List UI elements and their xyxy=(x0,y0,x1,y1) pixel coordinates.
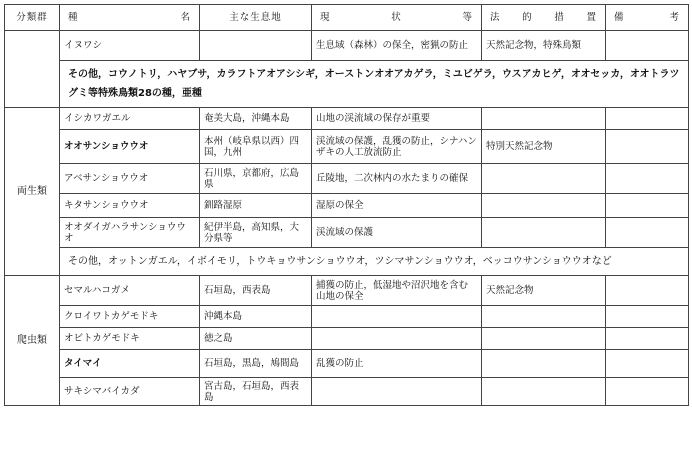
table-row xyxy=(5,194,689,218)
law-cell xyxy=(482,378,606,406)
status-cell: 丘陵地，二次林内の水たまりの確保 xyxy=(312,164,482,194)
species-name: アベサンショウウオ xyxy=(60,164,200,194)
law-cell xyxy=(482,194,606,218)
table-row-other xyxy=(5,248,689,276)
species-name: オオサンショウウオ xyxy=(60,130,200,164)
note-cell xyxy=(606,31,689,61)
note-cell xyxy=(606,328,689,350)
header-name: 種 名 xyxy=(60,5,200,31)
law-cell xyxy=(482,108,606,130)
note-cell xyxy=(606,276,689,306)
header-habitat: 主な生息地 xyxy=(200,5,312,31)
species-name: タイマイ xyxy=(60,350,200,378)
habitat-cell: 石垣島，西表島 xyxy=(200,276,312,306)
species-name: クロイワトカゲモドキ xyxy=(60,306,200,328)
habitat-cell: 沖縄本島 xyxy=(200,306,312,328)
habitat-cell xyxy=(200,31,312,61)
law-cell xyxy=(482,306,606,328)
status-cell xyxy=(312,306,482,328)
note-cell xyxy=(606,164,689,194)
table-row xyxy=(5,164,689,194)
law-cell: 天然記念物 xyxy=(482,276,606,306)
header-status: 現 状 等 xyxy=(312,5,482,31)
habitat-cell: 石垣島，黒島，鳩間島 xyxy=(200,350,312,378)
habitat-cell: 徳之島 xyxy=(200,328,312,350)
species-name: セマルハコガメ xyxy=(60,276,200,306)
table-row xyxy=(5,218,689,248)
status-cell xyxy=(312,328,482,350)
header-law: 法的措置 xyxy=(482,5,606,31)
group-cell-birds xyxy=(5,31,60,108)
status-cell: 渓流域の保護，乱獲の防止，シナハンザキの人工放流防止 xyxy=(312,130,482,164)
group-label-amphibians: 両生類 xyxy=(5,108,60,276)
habitat-cell: 石川県，京都府，広島県 xyxy=(200,164,312,194)
status-cell: 山地の渓流域の保存が重要 xyxy=(312,108,482,130)
status-cell xyxy=(312,378,482,406)
status-cell: 渓流域の保護 xyxy=(312,218,482,248)
header-note: 備 考 xyxy=(606,5,689,31)
law-cell xyxy=(482,164,606,194)
other-species-amphibians: その他，オットンガエル，イボイモリ，トウキョウサンショウウオ，ツシマサンショウウオ，ベッコウサンショウウオなど xyxy=(60,248,689,276)
note-cell xyxy=(606,194,689,218)
status-cell: 湿原の保全 xyxy=(312,194,482,218)
habitat-cell: 奄美大島，沖縄本島 xyxy=(200,108,312,130)
law-cell xyxy=(482,350,606,378)
other-species-birds: その他，コウノトリ，ハヤブサ，カラフトアオアシシギ，オーストンオオアカゲラ，ミユビゲラ，ウスアカヒゲ，オオセッカ，オオトラツグミ等特殊鳥類28の種，亜種 xyxy=(60,61,689,108)
species-name: オオダイガハラサンショウウオ xyxy=(60,218,200,248)
header-group: 分類群 xyxy=(5,5,60,31)
table-row-other xyxy=(5,61,689,108)
note-cell xyxy=(606,378,689,406)
species-name: イヌワシ xyxy=(60,31,200,61)
table-row xyxy=(5,306,689,328)
note-cell xyxy=(606,130,689,164)
table-row xyxy=(5,130,689,164)
note-cell xyxy=(606,218,689,248)
law-cell xyxy=(482,218,606,248)
habitat-cell: 宮古島，石垣島，西表島 xyxy=(200,378,312,406)
table-row xyxy=(5,31,689,61)
species-name: サキシマバイカダ xyxy=(60,378,200,406)
law-cell: 特別天然記念物 xyxy=(482,130,606,164)
habitat-cell: 本州（岐阜県以西）四国，九州 xyxy=(200,130,312,164)
endangered-species-table xyxy=(4,4,689,406)
group-label-reptiles: 爬虫類 xyxy=(5,276,60,406)
status-cell: 生息域（森林）の保全，密猟の防止 xyxy=(312,31,482,61)
table-row xyxy=(5,108,689,130)
law-cell xyxy=(482,328,606,350)
species-name: オビトカゲモドキ xyxy=(60,328,200,350)
habitat-cell: 釧路湿原 xyxy=(200,194,312,218)
table-row xyxy=(5,350,689,378)
status-cell: 乱獲の防止 xyxy=(312,350,482,378)
species-name: キタサンショウウオ xyxy=(60,194,200,218)
table-row xyxy=(5,276,689,306)
status-cell: 捕獲の防止，低湿地や沼沢地を含む山地の保全 xyxy=(312,276,482,306)
species-name: イシカワガエル xyxy=(60,108,200,130)
note-cell xyxy=(606,306,689,328)
table-row xyxy=(5,378,689,406)
habitat-cell: 紀伊半島，高知県，大分県等 xyxy=(200,218,312,248)
header-row xyxy=(5,5,689,31)
note-cell xyxy=(606,350,689,378)
table-row xyxy=(5,328,689,350)
note-cell xyxy=(606,108,689,130)
law-cell: 天然記念物，特殊鳥類 xyxy=(482,31,606,61)
